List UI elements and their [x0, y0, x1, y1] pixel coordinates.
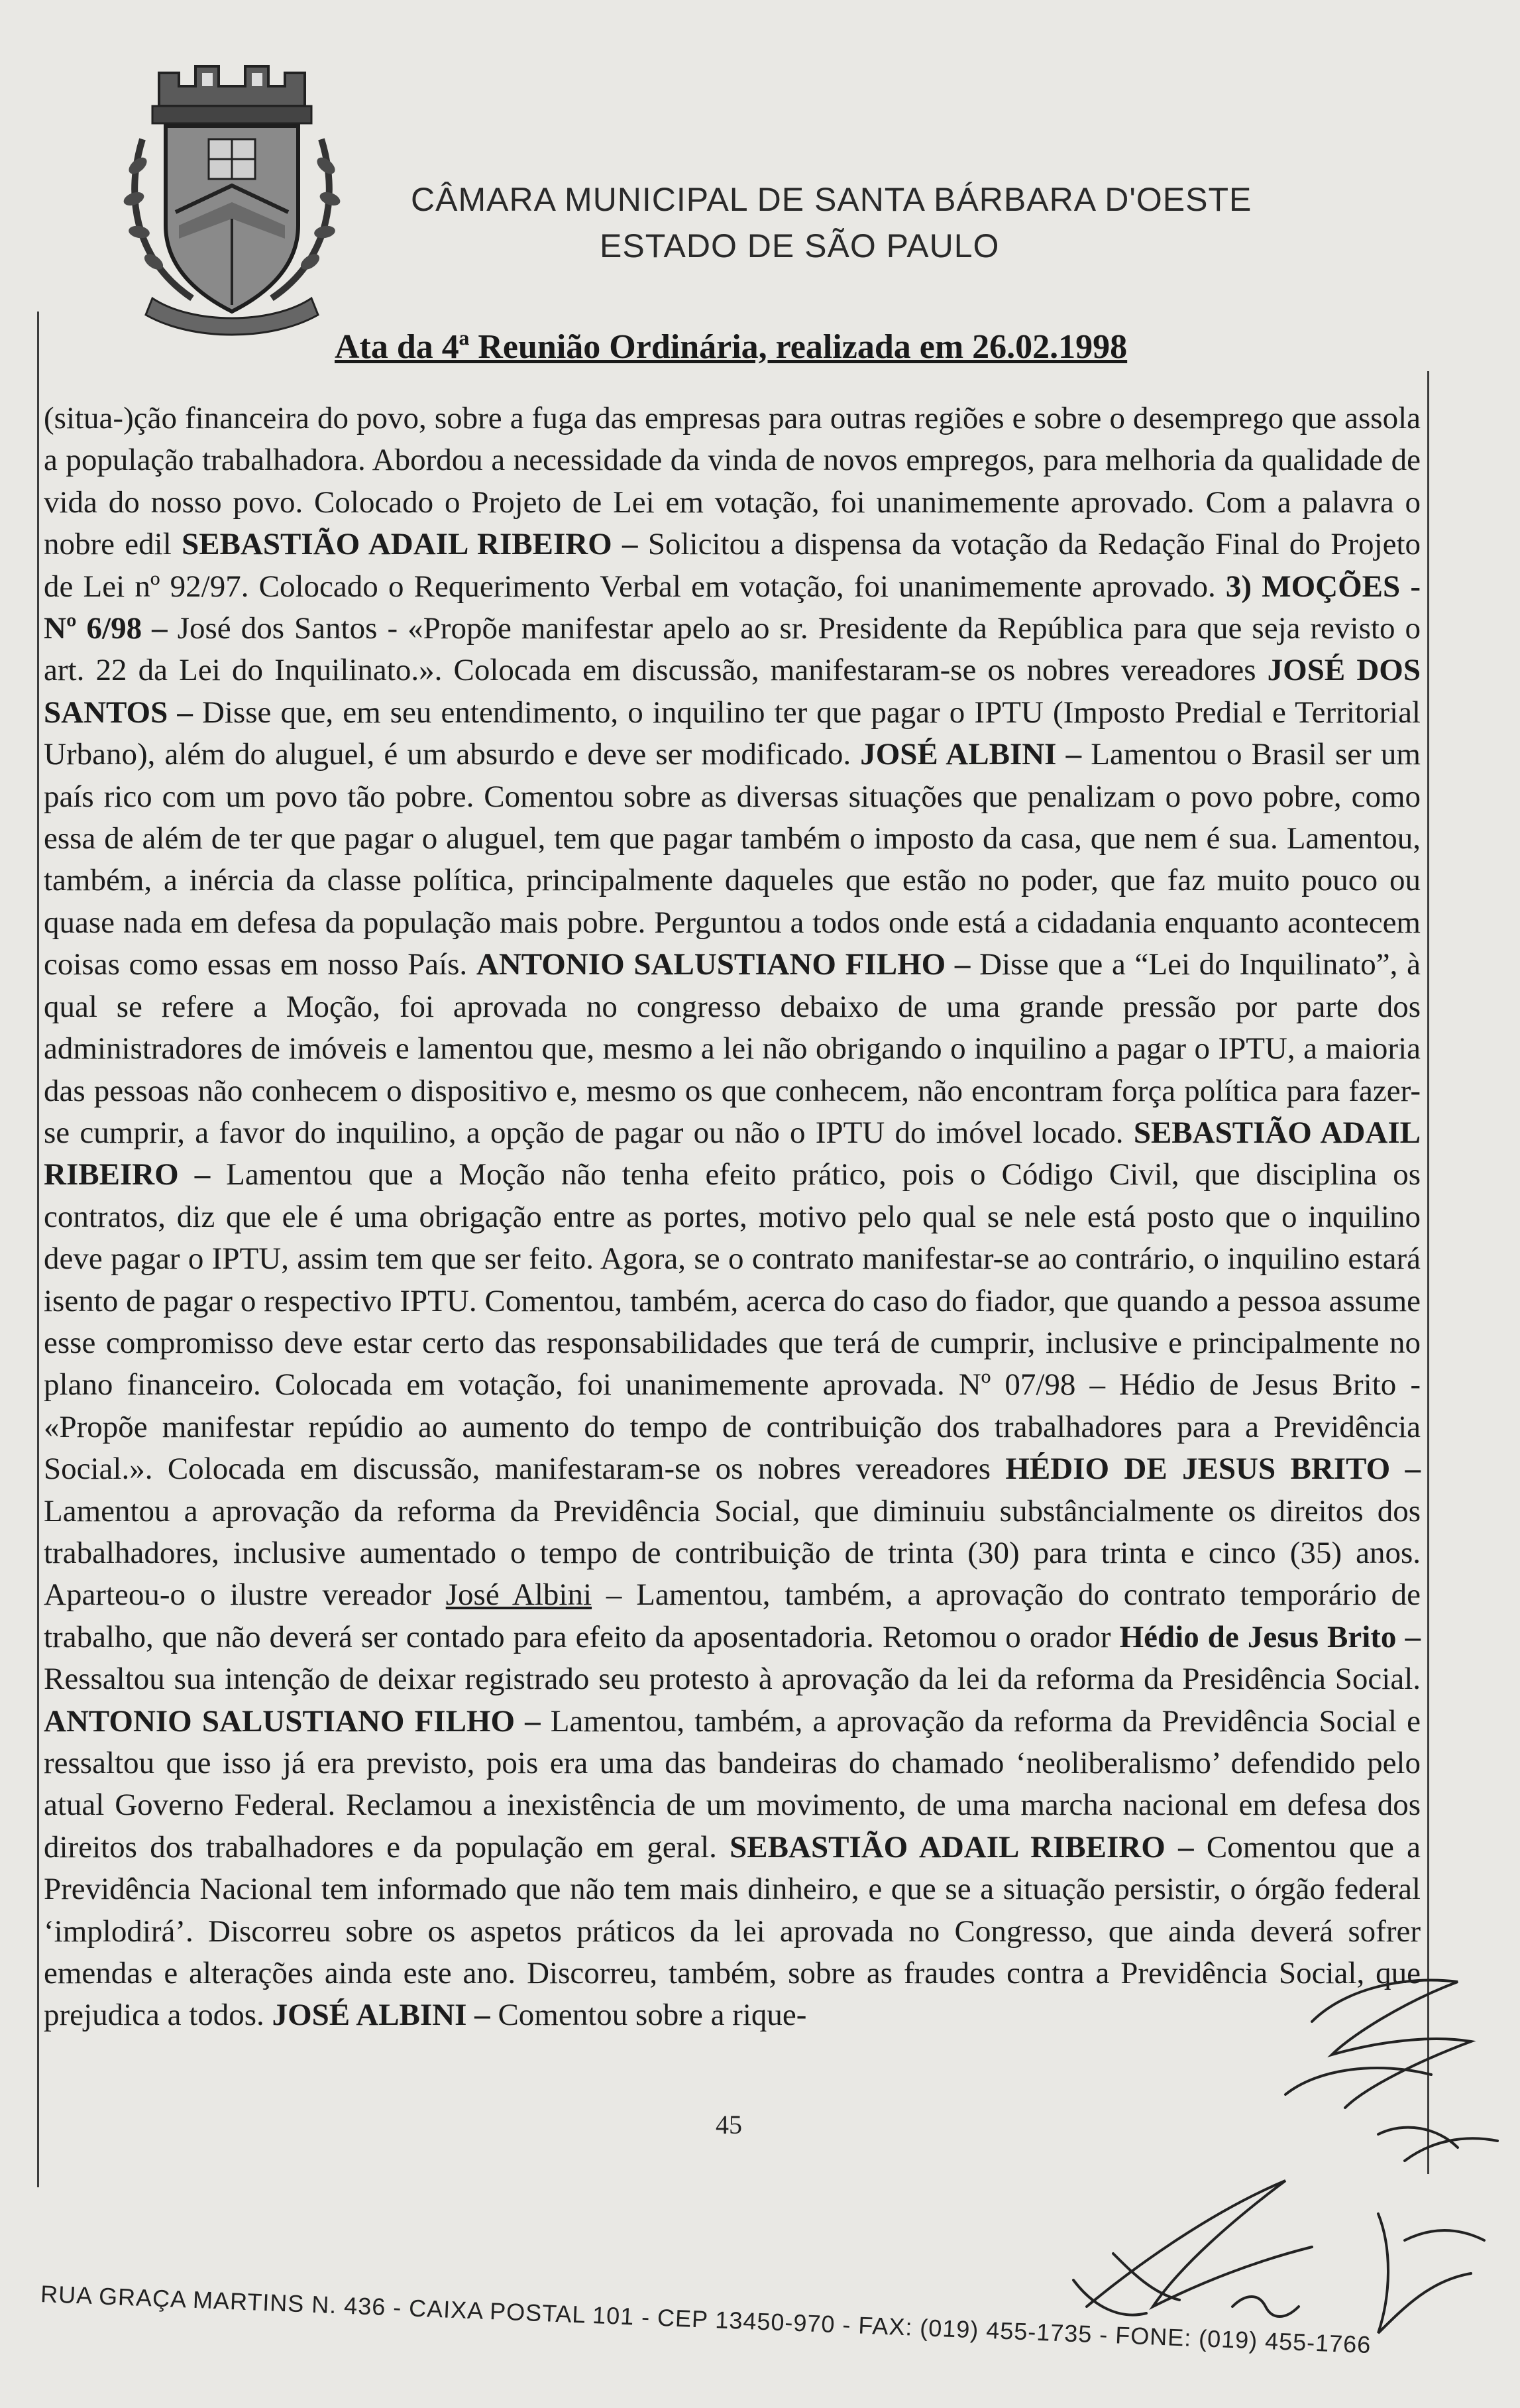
speaker-name: JOSÉ ALBINI –	[272, 1998, 490, 2033]
underlined-name: José Albini	[445, 1577, 592, 1613]
left-margin-rule	[37, 312, 39, 2187]
section-heading: 3) MOÇÕES - Nº 6/98 –	[44, 569, 1421, 646]
minutes-paragraph	[44, 398, 1421, 2037]
speaker-name: JOSÉ DOS SANTOS –	[44, 653, 1421, 730]
speaker-name: SEBASTIÃO ADAIL RIBEIRO –	[182, 527, 638, 562]
institution-name: CÂMARA MUNICIPAL DE SANTA BÁRBARA D'OESTE	[411, 181, 1252, 218]
right-margin-rule	[1427, 371, 1429, 2174]
speaker-name: ANTONIO SALUSTIANO FILHO –	[44, 1703, 541, 1739]
state-name: ESTADO DE SÃO PAULO	[600, 227, 1000, 264]
footer-address: RUA GRAÇA MARTINS N. 436 - CAIXA POSTAL 101 - CEP 13450-970 - FAX: (019) 455-1735 - FONE: (019) 455-1766	[40, 2280, 1372, 2359]
speaker-name: ANTONIO SALUSTIANO FILHO –	[476, 947, 971, 982]
body-text-run: Lamentou, também, a aprovação da reforma da Previdência Social e ressaltou que isso já era previsto, pois era uma das bandeiras do chamado ‘neoliberalismo’ defendido pelo atual Governo Federal. Reclamou a inexistência de um movimento, de uma marcha nacional em defesa dos direitos dos trabalhadores e da população em geral.	[44, 1703, 1421, 1864]
body-text-run: José dos Santos - «Propõe manifestar apelo ao sr. Presidente da República para que seja revisto o art. 22 da Lei do Inquilinato.». Colocada em discussão, manifestaram-se os nobres vereadores	[44, 611, 1421, 688]
minutes-body	[44, 398, 1421, 2037]
body-text-run: Solicitou a dispensa da votação da Redação Final do Projeto de Lei nº 92/97. Colocado o Requerimento Verbal em votação, foi unanimemente aprovado.	[44, 527, 1421, 604]
body-text-run: – Lamentou, também, a aprovação do contrato temporário de trabalho, que não deverá ser contado para efeito da aposentadoria. Retomou o orador	[44, 1577, 1421, 1654]
body-text-run: Lamentou que a Moção não tenha efeito prático, pois o Código Civil, que disciplina os contratos, diz que ele é uma obrigação entre as portes, motivo pelo qual se nele está posto que o inquilino deve pagar o IPTU, assim tem que ser feito. Agora, se o contrato manifestar-se ao contrário, o inquilino estará isento de pagar o respectivo IPTU. Comentou, também, acerca do caso do fiador, que quando a pessoa assume esse compromisso deve estar certo das responsabilidades que terá de cumprir, inclusive e principalmente no plano financeiro. Colocada em votação, foi unanimemente aprovada. Nº 07/98 – Hédio de Jesus Brito - «Propõe manifestar repúdio ao aumento do tempo de contribuição dos trabalhadores para a Previdência Social.». Colocada em discussão, manifestaram-se os nobres vereadores	[44, 1157, 1421, 1487]
municipal-crest-icon	[113, 60, 351, 338]
speaker-name: SEBASTIÃO ADAIL RIBEIRO –	[730, 1829, 1194, 1864]
speaker-name: HÉDIO DE JESUS BRITO –	[1005, 1452, 1421, 1487]
body-text-run: Comentou que a Previdência Nacional tem informado que não tem mais dinheiro, e que se a situação persistir, o órgão federal ‘implodirá’. Discorreu sobre os aspetos práticos da lei aprovada no Congresso, que ainda deverá sofrer emendas e alterações ainda este ano. Discorreu, também, sobre as fraudes contra a Previdência Social, que prejudica a todos.	[44, 1829, 1421, 2033]
body-text-run: Disse que, em seu entendimento, o inquilino ter que pagar o IPTU (Imposto Predial e Territorial Urbano), além do aluguel, é um absurdo e deve ser modificado.	[44, 695, 1421, 772]
speaker-name: SEBASTIÃO ADAIL RIBEIRO –	[44, 1115, 1421, 1192]
body-text-run: (situa-)ção financeira do povo, sobre a fuga das empresas para outras regiões e sobre o desemprego que assola a população trabalhadora. Abordou a necessidade da vinda de novos empregos, para melhoria da qualidade de vida do nosso povo. Colocado o Projeto de Lei em votação, foi unanimemente aprovado. Com a palavra o nobre edil	[44, 401, 1421, 562]
body-text-run: Comentou sobre a rique-	[490, 1998, 807, 2033]
body-text-run: Lamentou a aprovação da reforma da Previdência Social, que diminuiu substâncialmente os direitos dos trabalhadores, inclusive aumentado o tempo de contribuição de trinta (30) para trinta e cinco (35) anos. Aparteou-o o ilustre vereador	[44, 1493, 1421, 1613]
body-text-run: Disse que a “Lei do Inquilinato”, à qual se refere a Moção, foi aprovada no congresso debaixo de uma grande pressão por parte dos administradores de imóveis e lamentou que, mesmo a lei não obrigando o inquilino a pagar o IPTU, a maioria das pessoas não conhecem o dispositivo e, mesmo os que conhecem, não encontram força política para fazer-se cumprir, a favor do inquilino, a opção de pagar ou não o IPTU do imóvel locado.	[44, 947, 1421, 1150]
body-text-run: Lamentou o Brasil ser um país rico com um povo tão pobre. Comentou sobre as diversas situações que penalizam o povo pobre, como essa de além de ter que pagar o aluguel, tem que pagar também o imposto da casa, que nem é sua. Lamentou, também, a inércia da classe política, principalmente daqueles que estão no poder, que faz muito pouco ou quase nada em defesa da população mais pobre. Perguntou a todos onde está a cidadania enquanto acontecem coisas como essas em nosso País.	[44, 737, 1421, 982]
page-number: 45	[716, 2110, 742, 2140]
body-text-run: Ressaltou sua intenção de deixar registrado seu protesto à aprovação da lei da reforma da Presidência Social.	[44, 1662, 1421, 1697]
speaker-name: Hédio de Jesus Brito –	[1119, 1619, 1421, 1654]
speaker-name: JOSÉ ALBINI –	[860, 737, 1082, 772]
minutes-title: Ata da 4ª Reunião Ordinária, realizada em 26.02.1998	[335, 328, 1128, 366]
